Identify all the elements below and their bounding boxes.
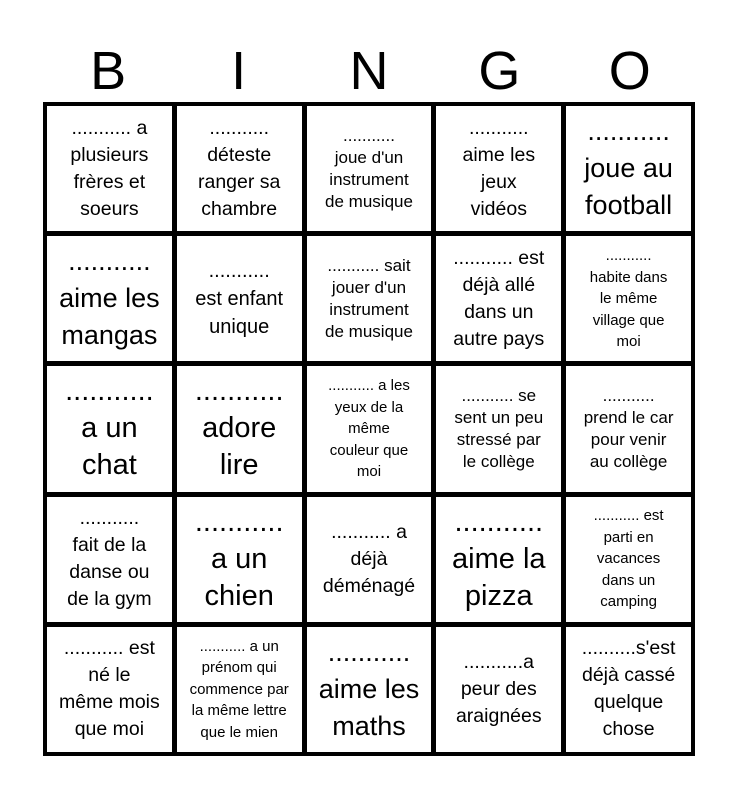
bingo-cell-r4-c1[interactable] [47, 497, 172, 622]
cell-text: ........... est enfant unique [195, 259, 284, 338]
cell-text: ........... joue d'un instrument de musique [325, 125, 413, 211]
cell-text: ........... a un prénom qui commence par la même lettre que le mien [189, 637, 289, 741]
bingo-header [43, 40, 695, 102]
cell-text: ........... a plusieurs frères et soeurs [70, 116, 149, 220]
cell-text: ........... habite dans le même village que moi [589, 247, 668, 351]
header-letter-o: O [608, 41, 651, 101]
header-letter-b: B [90, 41, 127, 101]
bingo-cell-r5-c2[interactable] [177, 627, 302, 752]
cell-text: ........... aime les mangas [59, 246, 160, 351]
cell-text: ...........a peur des araignées [455, 650, 542, 727]
cell-text: ........... sait jouer d'un instrument de musique [325, 255, 413, 341]
cell-text: ........... a les yeux de la même couleur que moi [328, 377, 410, 481]
bingo-cell-r3-c4[interactable] [436, 366, 561, 491]
cell-text: ..........s'est déjà cassé quelque chose [581, 637, 676, 741]
header-letter-i: I [231, 41, 247, 101]
header-letter-n: N [349, 41, 389, 101]
cell-text: ........... est déjà allé dans un autre pays [453, 246, 545, 350]
bingo-cell-r2-c2[interactable] [177, 236, 302, 361]
bingo-cell-r1-c2[interactable] [177, 106, 302, 231]
bingo-cell-r1-c4[interactable] [436, 106, 561, 231]
cell-text: ........... a un chien [194, 505, 284, 612]
cell-text: ........... se sent un peu stressé par le collège [454, 385, 544, 471]
bingo-cell-r4-c5[interactable] [566, 497, 691, 622]
bingo-cell-r3-c1[interactable] [47, 366, 172, 491]
bingo-cell-r1-c5[interactable] [566, 106, 691, 231]
bingo-cell-r3-c5[interactable] [566, 366, 691, 491]
cell-text: ........... prend le car pour venir au collège [583, 385, 674, 471]
cell-text: ........... joue au football [584, 116, 673, 221]
bingo-cell-r2-c5[interactable] [566, 236, 691, 361]
bingo-grid [43, 102, 695, 756]
bingo-cell-r4-c3[interactable] [307, 497, 432, 622]
cell-text: ........... a un chat [65, 375, 154, 482]
bingo-cell-r5-c1[interactable] [47, 627, 172, 752]
cell-text: ........... aime la pizza [452, 505, 546, 612]
bingo-cell-r2-c3[interactable] [307, 236, 432, 361]
bingo-cell-r4-c4[interactable] [436, 497, 561, 622]
bingo-cell-r5-c5[interactable] [566, 627, 691, 752]
bingo-cell-r1-c3[interactable] [307, 106, 432, 231]
cell-text: ........... déteste ranger sa chambre [198, 116, 281, 220]
header-letter-g: G [478, 41, 521, 101]
bingo-cell-r4-c2[interactable] [177, 497, 302, 622]
bingo-cell-r2-c1[interactable] [47, 236, 172, 361]
cell-text: ........... est né le même mois que moi [59, 637, 160, 741]
bingo-cell-r5-c3[interactable] [307, 627, 432, 752]
bingo-cell-r3-c2[interactable] [177, 366, 302, 491]
bingo-cell-r2-c4[interactable] [436, 236, 561, 361]
cell-text: ........... adore lire [194, 375, 284, 482]
bingo-cell-r1-c1[interactable] [47, 106, 172, 231]
cell-text: ........... a déjà déménagé [322, 520, 416, 597]
cell-text: ........... fait de la danse ou de la gym [67, 507, 152, 611]
bingo-cell-r5-c4[interactable] [436, 627, 561, 752]
cell-text: ........... aime les maths [318, 636, 420, 741]
cell-text: ........... est parti en vacances dans un camping [593, 507, 664, 611]
bingo-cell-r3-c3[interactable] [307, 366, 432, 491]
cell-text: ........... aime les jeux vidéos [462, 116, 536, 220]
